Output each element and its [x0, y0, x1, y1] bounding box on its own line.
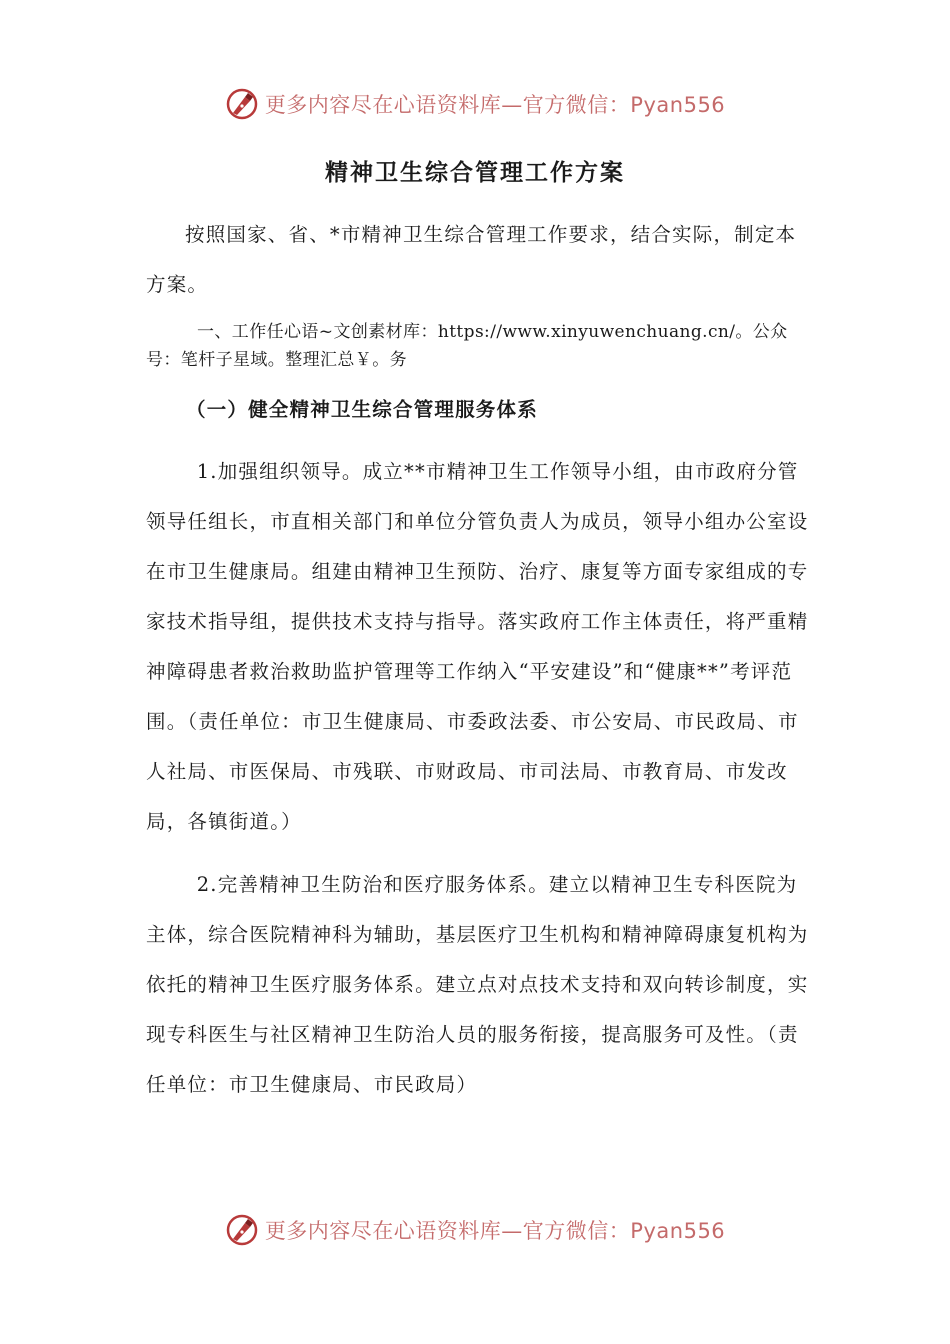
pen-nib-logo-icon — [225, 1213, 259, 1247]
pen-nib-logo-icon — [225, 87, 259, 121]
banner-text: 更多内容尽在心语资料库—官方微信：Pyan556 — [264, 93, 726, 117]
banner-text: 更多内容尽在心语资料库—官方微信：Pyan556 — [264, 1219, 726, 1243]
page-title: 精神卫生综合管理工作方案 — [325, 160, 625, 186]
item-2-paragraph: 2.完善精神卫生防治和医疗服务体系。建立以精神卫生专科医院为主体，综合医院精神科为辅助，基层医疗卫生机构和精神障碍康复机构为依托的精神卫生医疗服务体系。建立点对点技术支持和双向转诊制度，实现专科医生与社区精神卫生防治人员的服务衔接，提高服务可及性。（责任单位：市卫生健康局、市民政局） — [146, 873, 809, 1096]
header-banner — [0, 84, 950, 124]
footer-banner — [0, 1210, 950, 1250]
item-1-paragraph: 1.加强组织领导。成立**市精神卫生工作领导小组，由市政府分管领导任组长，市直相关部门和单位分管负责人为成员，领导小组办公室设在市卫生健康局。组建由精神卫生预防、治疗、康复等方面专家组成的专家技术指导组，提供技术支持与指导。落实政府工作主体责任，将严重精神障碍患者救治救助监护管理等工作纳入“平安建设”和“健康**”考评范围。（责任单位：市卫生健康局、市委政法委、市公安局、市民政局、市人社局、市医保局、市残联、市财政局、市司法局、市教育局、市发改局，各镇街道。） — [146, 460, 809, 833]
note-paragraph: 一、工作任心语~文创素材库：https://www.xinyuwenchuang.cn/。公众号：笔杆子星域。整理汇总￥。务 — [146, 322, 788, 370]
section-heading: （一）健全精神卫生综合管理服务体系 — [186, 398, 538, 421]
intro-paragraph: 按照国家、省、*市精神卫生综合管理工作要求，结合实际，制定本方案。 — [146, 223, 797, 296]
